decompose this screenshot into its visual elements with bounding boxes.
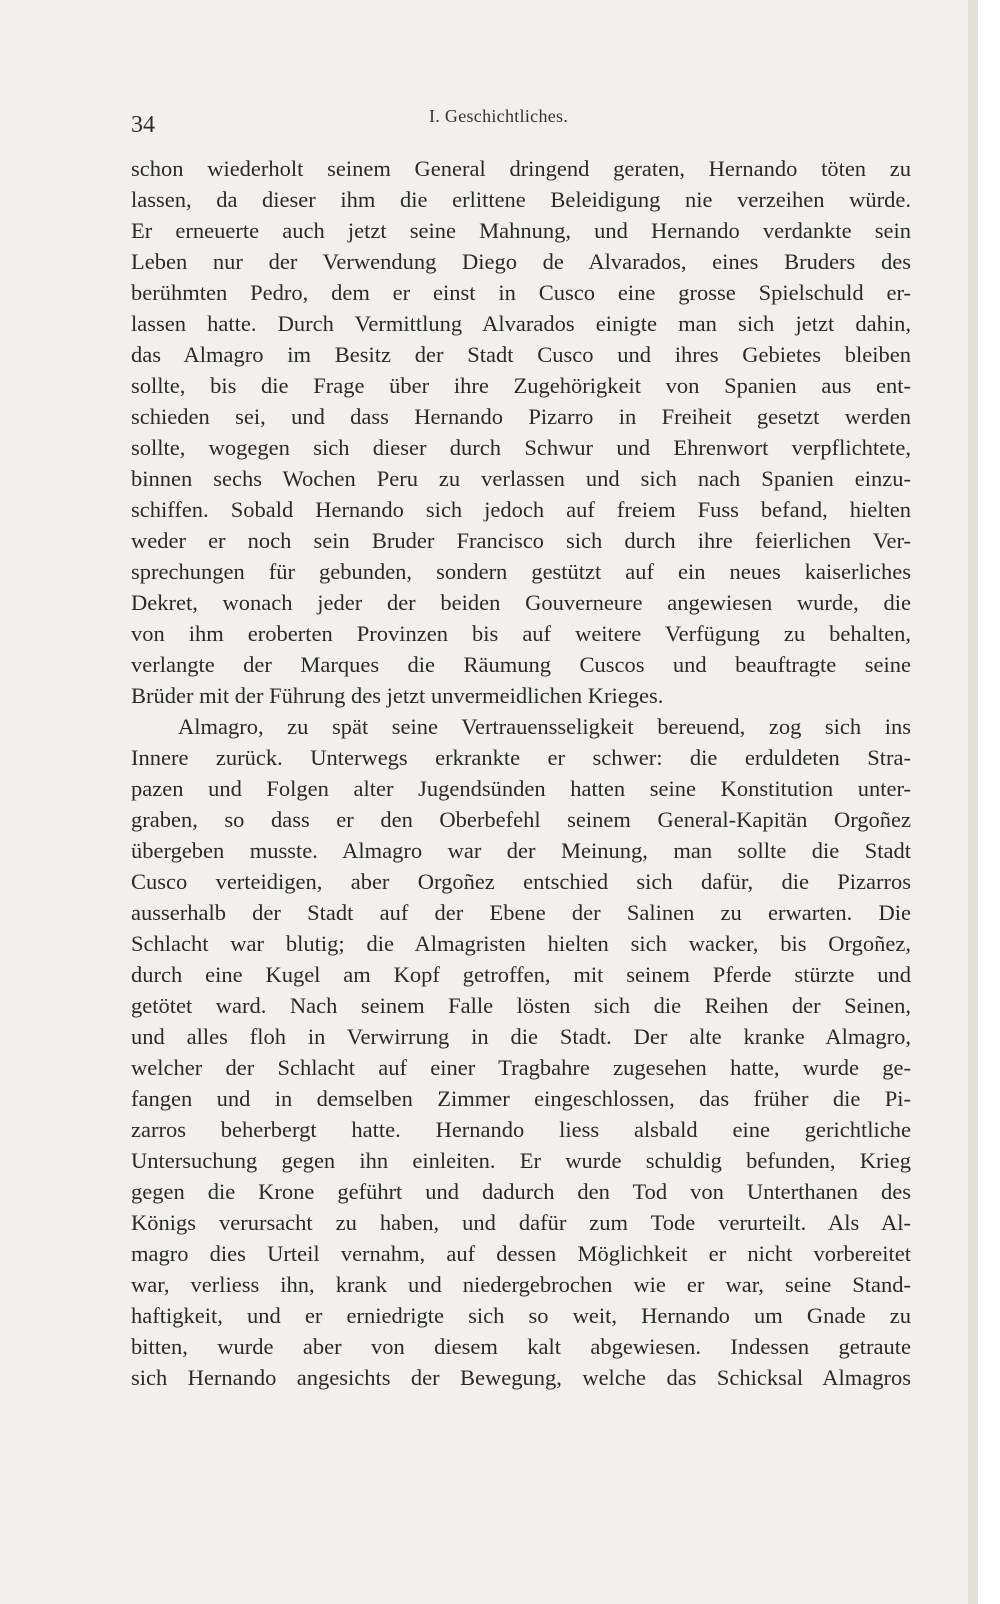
- text-line: graben, so dass er den Oberbefehl seinem General-Kapitän Orgoñez: [131, 807, 911, 832]
- text-line: binnen sechs Wochen Peru zu verlassen und sich nach Spanien einzu-: [131, 466, 911, 491]
- text-line: sollte, wogegen sich dieser durch Schwur und Ehrenwort verpflichtete,: [131, 435, 911, 460]
- text-line: fangen und in demselben Zimmer eingeschlossen, das früher die Pi-: [131, 1086, 911, 1111]
- text-line: schiffen. Sobald Hernando sich jedoch auf freiem Fuss befand, hielten: [131, 497, 911, 522]
- text-line: sich Hernando angesichts der Bewegung, welche das Schicksal Almagros: [131, 1365, 911, 1390]
- text-line: magro dies Urteil vernahm, auf dessen Möglichkeit er nicht vorbereitet: [131, 1241, 911, 1266]
- text-line: sollte, bis die Frage über ihre Zugehörigkeit von Spanien aus ent-: [131, 373, 911, 398]
- text-line: von ihm eroberten Provinzen bis auf weitere Verfügung zu behalten,: [131, 621, 911, 646]
- text-line: getötet ward. Nach seinem Falle lösten sich die Reihen der Seinen,: [131, 993, 911, 1018]
- text-line: lassen, da dieser ihm die erlittene Beleidigung nie verzeihen würde.: [131, 187, 911, 212]
- text-line: Er erneuerte auch jetzt seine Mahnung, und Hernando verdankte sein: [131, 218, 911, 243]
- text-line: Innere zurück. Unterwegs erkrankte er schwer: die erduldeten Stra-: [131, 745, 911, 770]
- text-line: Königs verursacht zu haben, und dafür zum Tode verurteilt. Als Al-: [131, 1210, 911, 1235]
- text-line: Brüder mit der Führung des jetzt unvermeidlichen Krieges.: [131, 683, 664, 708]
- text-line: bitten, wurde aber von diesem kalt abgewiesen. Indessen getraute: [131, 1334, 911, 1359]
- running-head: I. Geschichtliches.: [429, 106, 569, 126]
- text-line: pazen und Folgen alter Jugendsünden hatten seine Konstitution unter-: [131, 776, 911, 801]
- text-line: berühmten Pedro, dem er einst in Cusco eine grosse Spielschuld er-: [131, 280, 911, 305]
- text-line: Schlacht war blutig; die Almagristen hielten sich wacker, bis Orgoñez,: [131, 931, 911, 956]
- text-line: übergeben musste. Almagro war der Meinung, man sollte die Stadt: [131, 838, 911, 863]
- text-line: Cusco verteidigen, aber Orgoñez entschied sich dafür, die Pizarros: [131, 869, 911, 894]
- text-line: welcher der Schlacht auf einer Tragbahre zugesehen hatte, wurde ge-: [131, 1055, 911, 1080]
- text-line: Untersuchung gegen ihn einleiten. Er wurde schuldig befunden, Krieg: [131, 1148, 911, 1173]
- text-line: und alles floh in Verwirrung in die Stadt. Der alte kranke Almagro,: [131, 1024, 911, 1049]
- text-line: Almagro, zu spät seine Vertrauensseligkeit bereuend, zog sich ins: [178, 714, 911, 739]
- text-line: haftigkeit, und er erniedrigte sich so weit, Hernando um Gnade zu: [131, 1303, 911, 1328]
- paragraph-1: [131, 153, 911, 711]
- text-line: durch eine Kugel am Kopf getroffen, mit seinem Pferde stürzte und: [131, 962, 911, 987]
- body-text: [131, 153, 911, 1393]
- text-line: gegen die Krone geführt und dadurch den Tod von Unterthanen des: [131, 1179, 911, 1204]
- text-line: sprechungen für gebunden, sondern gestützt auf ein neues kaiserliches: [131, 559, 911, 584]
- page-number: 34: [131, 112, 155, 138]
- text-line: weder er noch sein Bruder Francisco sich durch ihre feierlichen Ver-: [131, 528, 911, 553]
- page-header: [131, 106, 931, 146]
- text-line: Dekret, wonach jeder der beiden Gouverneure angewiesen wurde, die: [131, 590, 911, 615]
- text-line: schon wiederholt seinem General dringend geraten, Hernando töten zu: [131, 156, 911, 181]
- page-edge: [968, 0, 978, 1604]
- text-line: Leben nur der Verwendung Diego de Alvarados, eines Bruders des: [131, 249, 911, 274]
- text-line: schieden sei, und dass Hernando Pizarro in Freiheit gesetzt werden: [131, 404, 911, 429]
- text-line: war, verliess ihn, krank und niedergebrochen wie er war, seine Stand-: [131, 1272, 911, 1297]
- text-line: lassen hatte. Durch Vermittlung Alvarados einigte man sich jetzt dahin,: [131, 311, 911, 336]
- text-line: ausserhalb der Stadt auf der Ebene der Salinen zu erwarten. Die: [131, 900, 911, 925]
- paragraph-2: [131, 711, 911, 1393]
- text-line: zarros beherbergt hatte. Hernando liess alsbald eine gerichtliche: [131, 1117, 911, 1142]
- text-line: das Almagro im Besitz der Stadt Cusco und ihres Gebietes bleiben: [131, 342, 911, 367]
- text-line: verlangte der Marques die Räumung Cuscos und beauftragte seine: [131, 652, 911, 677]
